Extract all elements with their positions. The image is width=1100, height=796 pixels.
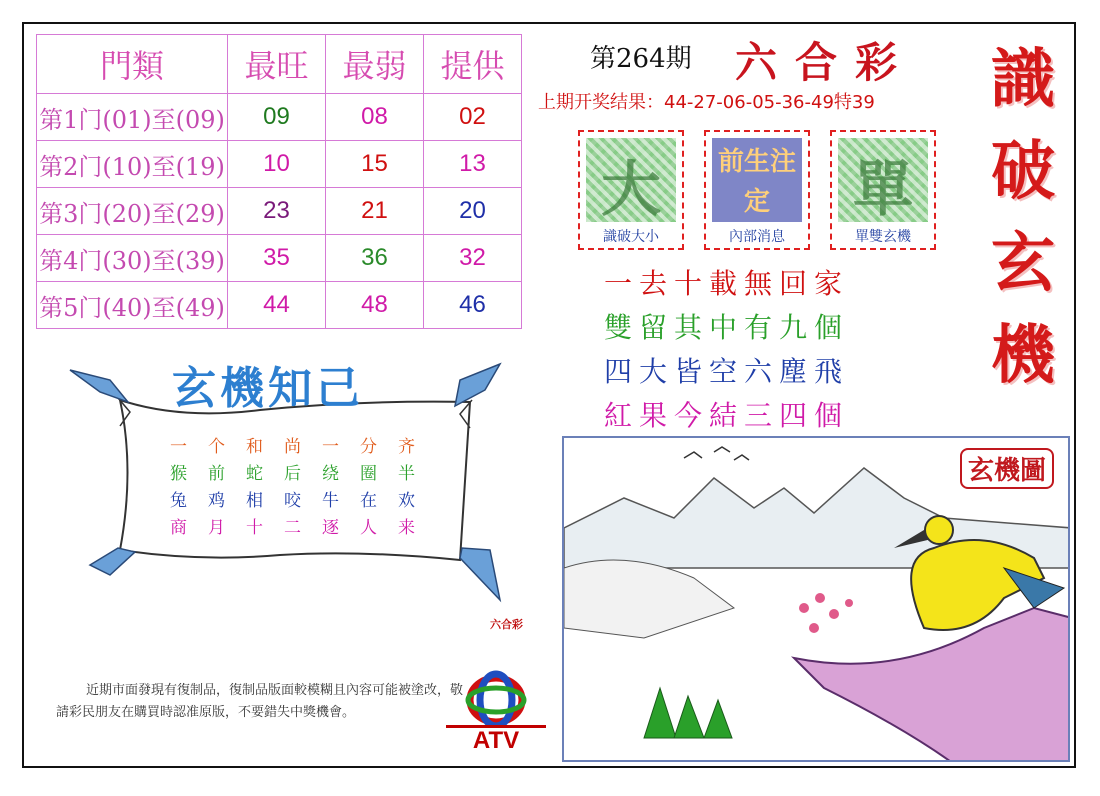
atv-logo-text: ATV: [446, 725, 546, 754]
poem-line: 四大皆空六塵飛: [604, 355, 850, 388]
door-label: 第5门(40)至(49): [37, 282, 228, 329]
odd-even-box: [830, 130, 936, 250]
offer-value: 46: [424, 282, 522, 329]
poem-line: 一去十載無回家: [604, 267, 850, 300]
mosaic-image: [586, 138, 676, 225]
vertical-title-char: 識: [991, 42, 1055, 117]
offer-value: 32: [424, 235, 522, 282]
notice-text: 近期市面發現有復制品，復制品版面較模糊且內容可能被塗改，敬請彩民朋友在購買時認准原版，不要錯失中獎機會。: [56, 683, 464, 720]
header-offer: 提供: [424, 35, 522, 94]
table-header-row: [37, 35, 522, 94]
brand-title: 六合彩: [735, 38, 916, 87]
inside-news-box: [704, 130, 810, 250]
header-weak: 最弱: [326, 35, 424, 94]
scroll-line: 猴前蛇后绕圈半: [170, 464, 436, 484]
last-draw-result: 上期开奖结果：44-27-06-05-36-49特39: [538, 92, 875, 113]
vertical-title-char: 機: [991, 318, 1055, 393]
box-caption: 單雙玄機: [855, 229, 911, 245]
scroll-line: 一个和尚一分齐: [170, 437, 436, 457]
painting-image: [562, 436, 1070, 762]
table-row: [37, 188, 522, 235]
best-value: 23: [228, 188, 326, 235]
offer-value: 13: [424, 141, 522, 188]
door-label: 第4门(30)至(39): [37, 235, 228, 282]
atv-logo: [442, 666, 550, 758]
poem-line: 雙留其中有九個: [604, 311, 850, 344]
table-row: [37, 141, 522, 188]
weak-value: 36: [326, 235, 424, 282]
mosaic-glyph: 單: [853, 155, 913, 225]
door-label: 第3门(20)至(29): [37, 188, 228, 235]
news-image: [712, 138, 802, 222]
box-caption: 識破大小: [603, 229, 659, 245]
poem-line: 紅果今結三四個: [604, 399, 850, 432]
weak-value: 21: [326, 188, 424, 235]
painting-label: 玄機圖: [960, 448, 1054, 489]
period-number: 第264期: [590, 44, 692, 74]
best-value: 10: [228, 141, 326, 188]
best-value: 44: [228, 282, 326, 329]
table-row: [37, 94, 522, 141]
news-text: 前生注定: [717, 147, 796, 217]
box-caption: 內部消息: [729, 229, 785, 245]
vertical-title-char: 破: [991, 134, 1055, 209]
weak-value: 48: [326, 282, 424, 329]
table-row: [37, 282, 522, 329]
vertical-title: [982, 34, 1064, 402]
size-hint-box: [578, 130, 684, 250]
header-category: 門類: [37, 35, 228, 94]
weak-value: 15: [326, 141, 424, 188]
door-label: 第1门(01)至(09): [37, 94, 228, 141]
scroll-title: 玄機知己: [172, 363, 364, 414]
vertical-title-char: 玄: [991, 226, 1055, 301]
offer-value: 20: [424, 188, 522, 235]
scroll-line: 兔鸡相咬牛在欢: [170, 491, 436, 511]
scroll-line: 商月十二逐人来: [170, 518, 436, 538]
header-best: 最旺: [228, 35, 326, 94]
door-label: 第2门(10)至(19): [37, 141, 228, 188]
table-row: [37, 235, 522, 282]
offer-value: 02: [424, 94, 522, 141]
weak-value: 08: [326, 94, 424, 141]
best-value: 35: [228, 235, 326, 282]
mosaic-glyph: 大: [601, 155, 661, 225]
small-logo: 六合彩: [490, 618, 523, 631]
mosaic-image: [838, 138, 928, 225]
door-table: [36, 34, 522, 329]
best-value: 09: [228, 94, 326, 141]
